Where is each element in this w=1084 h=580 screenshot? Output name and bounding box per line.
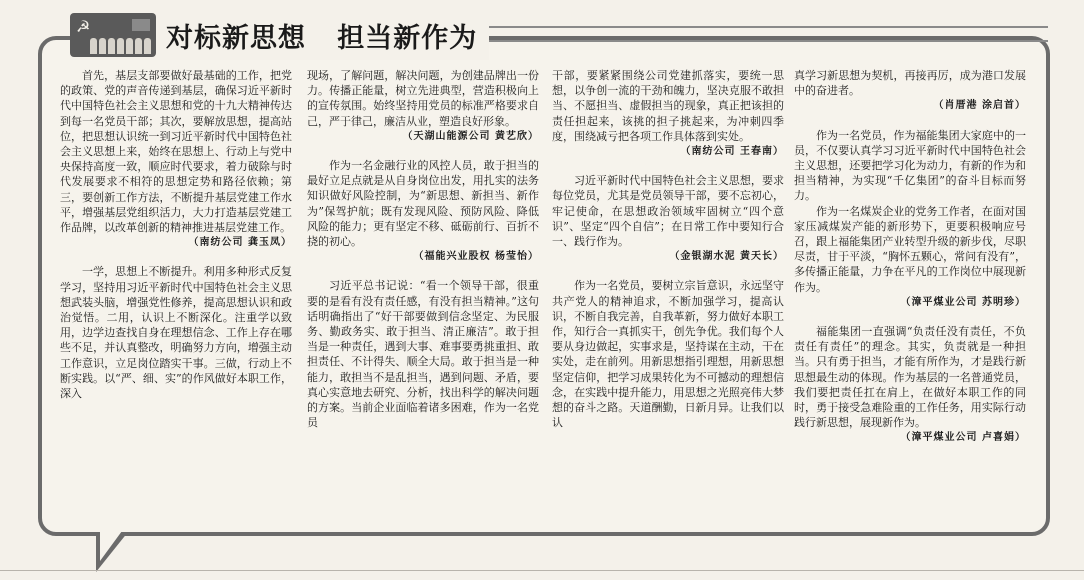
section-title: 对标新思想 担当新作为 [166, 22, 478, 54]
column-4 [794, 68, 1026, 446]
author-signature: （福能兴业股权 杨莹怡） [413, 251, 539, 263]
flag-icon [132, 19, 150, 31]
author-signature: （天湖山能源公司 黄艺欣） [402, 130, 539, 142]
paragraph: 首先，基层支部要做好最基础的工作，把党的政策、党的声音传递到基层，确保习近平新时代中国特色社会主义思想和党的十九大精神传达到每一名党员干部；其次，要解放思想，提高站位，把思想认识统一到习近平新时代中国特色社会主义思想上来，始终在思想上、行动上与党中央保持高度一致，顺应时代要求，着力破除与时代发展要求不相符的思想定势和路径依赖；第三，要创新工作方法，不断提升基层党建工作水平，增强基层党组织活力，大力打造基层党建工作品牌，以改革创新的精神推进基层党建工作。 [60, 69, 292, 235]
paragraph: 干部，要紧紧围绕公司党建抓落实，要统一思想，以争创一流的干劲和魄力，坚决克服不敢担当、不愿担当、虚假担当的现象，真正把该担的责任担起来，该挑的担子挑起来，为冲刺四季度，围绕减亏把各项工作具体落到实处。 [552, 69, 784, 143]
speech-bubble-tail-inner [100, 531, 122, 561]
column-2 [307, 68, 539, 430]
column-3 [552, 68, 784, 430]
paragraph: 作为一名金融行业的风控人员，敢于担当的最好立足点就是从自身岗位出发，用扎实的法务知识做好风险控制，为“新思想、新担当、新作为”保驾护航；既有发现风险、预防风险、降低风险的能力；更有坚定不移、砥砺前行、百折不挠的初心。 [307, 159, 539, 249]
author-signature: （南纺公司 王春南） [680, 146, 784, 158]
party-emblem-icon [70, 13, 156, 57]
author-signature: （金银湖水泥 黄天长） [669, 251, 784, 263]
paragraph: 真学习新思想为契机，再接再厉，成为港口发展中的奋进者。 [794, 69, 1026, 98]
author-signature: （漳平煤业公司 卢喜娟） [900, 432, 1026, 444]
paragraph: 作为一名党员，要树立宗旨意识，永远坚守共产党人的精神追求，不断加强学习，提高认识，不断自我完善，自我革新，努力做好本职工作，知行合一真抓实干，创先争优。我们每个人要从身边做起，实事求是，坚持谋在主动，干在实处，走在前列。用新思想指引理想，用新思想坚定信仰，把学习成果转化为不可撼动的理想信念，在实践中提升能力，用思想之光照亮伟大梦想的奋斗之路。天道酬勤，日新月异。让我们以认 [552, 279, 784, 430]
paragraph: 作为一名党员，作为福能集团大家庭中的一员，不仅要认真学习习近平新时代中国特色社会主义思想，还要把学习化为动力，有新的作为和担当精神，为实现“千亿集团”的奋斗目标而努力。 [794, 128, 1026, 203]
column-1 [60, 68, 292, 401]
author-signature: （肖厝港 涂启首） [933, 100, 1026, 112]
paragraph: 作为一名煤炭企业的党务工作者，在面对国家压减煤炭产能的新形势下，更要积极响应号召，跟上福能集团产业转型升级的新步伐，尽职尽责，甘于平淡，“胸怀五颗心，常问有没有”，多传播正能量，力争在平凡的工作岗位中展现新作为。 [794, 204, 1026, 294]
author-signature: （漳平煤业公司 苏明珍） [900, 296, 1026, 308]
paragraph: 一学，思想上不断提升。利用多种形式反复学习，坚持用习近平新时代中国特色社会主义思想武装头脑，增强党性修养，提高思想认识和政治觉悟。二用，认识上不断深化。注重学以致用，边学边查找自身在理想信念、工作上存在哪些不足，并认真整改，明确努力方向，增强主动工作意识，立足岗位踏实干事。三做，行动上不断实践。以“严、细、实”的作风做好本职工作，深入 [60, 265, 292, 401]
paragraph: 习近平新时代中国特色社会主义思想，要求每位党员，尤其是党员领导干部，要不忘初心，牢记使命，在思想政治领域牢固树立“四个意识”、坚定“四个自信”；在日常工作中要知行合一、践行作为。 [552, 174, 784, 249]
header-rule [463, 26, 1048, 42]
section-header [70, 10, 489, 60]
bottom-rule [0, 570, 1084, 571]
hammer-sickle-icon: ☭ [76, 17, 91, 36]
paragraph: 现场，了解问题，解决问题，为创建品牌出一份力。传播正能量，树立先进典型，营造积极向上的宣传氛围。始终坚持用党员的标准严格要求自己，严于律己，廉洁从业，塑造良好形象。 [307, 69, 539, 128]
author-signature: （南纺公司 龚玉凤） [188, 237, 292, 249]
people-icon [90, 38, 151, 54]
paragraph: 习近平总书记说：“看一个领导干部，很重要的是看有没有责任感，有没有担当精神。”这句话明确指出了“好干部要做到信念坚定、为民服务、勤政务实、敢于担当、清正廉洁”。敢于担当是一种责任，遇到大事、难事要勇挑重担、敢担责任、不计得失、顺全大局。敢于担当是一种能力，敢担当不是乱担当，遇到问题、矛盾，要真心实意地去研究、分析，找出科学的解决问题的方案。当前企业面临着诸多困难，作为一名党员 [307, 279, 539, 430]
paragraph: 福能集团一直强调“负责任没有责任，不负责任有责任”的理念。其实，负责就是一种担当。只有勇于担当，才能有所作为，才是践行新思想最生动的体现。作为基层的一名普通党员，我们要把责任扛在肩上，在做好本职工作的同时，勇于接受急难险重的工作任务，用实际行动践行新思想，展现新作为。 [794, 325, 1026, 430]
